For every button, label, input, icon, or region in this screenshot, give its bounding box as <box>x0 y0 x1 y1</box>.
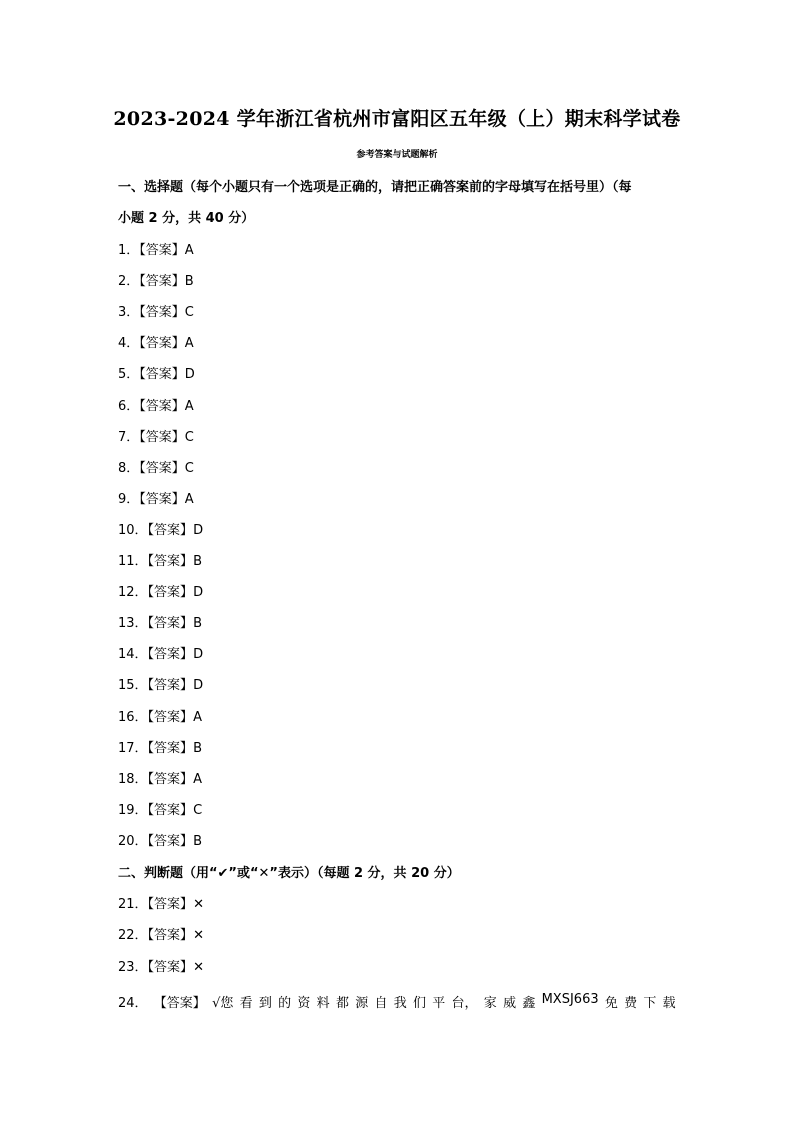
answer-number: 23． <box>118 959 148 975</box>
answer-number: 9． <box>118 491 140 507</box>
answer-label: 【答案】 <box>139 491 185 507</box>
answer-text-fragment: √您 <box>212 996 234 1011</box>
answer-value: C <box>193 802 203 818</box>
answer-text-fragment: 料 <box>316 996 330 1011</box>
answer-label: 【答案】 <box>147 709 194 725</box>
answer-value: B <box>193 554 202 569</box>
answer-text-fragment: 到 <box>258 996 272 1011</box>
section-1-heading-cont: 小题 2 分，共 40 分） <box>118 211 255 226</box>
answer-line-24 <box>118 992 676 1011</box>
answer-label: 【答案】 <box>147 522 194 538</box>
answer-value: A <box>193 771 202 787</box>
answer-number: 10． <box>118 522 148 538</box>
answer-label: 【答案】 <box>147 833 194 849</box>
answer-number: 7． <box>118 429 140 445</box>
answer-line <box>118 768 202 787</box>
answer-line <box>118 301 194 320</box>
section-1-heading: 一、选择题（每个小题只有一个选项是正确的，请把正确答案前的字母填写在括号里）（每 <box>118 180 632 195</box>
answer-value: C <box>184 460 194 476</box>
answer-label: 【答案】 <box>139 460 185 476</box>
answer-label: 【答案】 <box>147 928 194 944</box>
answer-number: 15． <box>118 678 148 694</box>
answer-text-fragment: 台， <box>451 996 478 1011</box>
answer-label: 【答案】 <box>147 585 194 601</box>
page-subtitle: 参考答案与试题解析 <box>356 150 438 160</box>
answer-number: 16． <box>118 709 148 725</box>
answer-text-fragment: 我 <box>393 996 407 1011</box>
answer-value: D <box>193 585 204 601</box>
answer-label: 【答案】 <box>147 802 194 818</box>
answer-label: 【答案】 <box>147 897 194 912</box>
answer-label: 【答案】 <box>139 429 185 445</box>
answer-value: C <box>184 305 194 321</box>
answer-line <box>118 799 202 818</box>
answer-text-fragment: 的 <box>278 996 292 1011</box>
answer-value: A <box>184 398 194 414</box>
answer-line <box>118 674 203 693</box>
answer-line <box>118 270 194 289</box>
answer-text-fragment: 看 <box>239 996 253 1011</box>
answer-line <box>118 737 202 756</box>
answer-text-fragment: 资 <box>297 996 311 1011</box>
answer-number: 21． <box>118 897 148 912</box>
answer-line <box>118 830 202 849</box>
answer-line <box>118 239 194 258</box>
answer-value: B <box>193 616 202 632</box>
answer-value: A <box>184 336 194 352</box>
answer-number: 17． <box>118 740 148 756</box>
answer-value: A <box>184 491 194 507</box>
answer-value: B <box>184 274 194 290</box>
answer-number: 1． <box>118 243 140 258</box>
answer-label: 【答案】 <box>147 554 194 569</box>
answer-line <box>118 643 203 662</box>
answer-number: 6． <box>118 398 140 414</box>
answer-text-fragment: 下 <box>643 996 657 1011</box>
answer-number: 3． <box>118 305 140 321</box>
answer-text-fragment: 自 <box>374 996 388 1011</box>
answer-line <box>118 363 195 382</box>
answer-line <box>118 457 194 476</box>
answer-text-fragment: 平 <box>432 996 446 1011</box>
answer-text-fragment: 都 <box>335 996 349 1011</box>
answer-value: D <box>193 647 204 663</box>
answer-number: 8． <box>118 460 140 476</box>
answer-label: 【答案】 <box>147 678 194 694</box>
answer-number: 13． <box>118 616 148 632</box>
answer-text-fragment: 鑫 <box>522 996 536 1011</box>
answer-label: 【答案】 <box>139 398 185 414</box>
answer-text-fragment: 源 <box>355 996 369 1011</box>
answer-number: 24． <box>118 996 148 1011</box>
answer-number: 14． <box>118 647 148 663</box>
answer-number: 5． <box>118 367 140 383</box>
answer-number: 2． <box>118 274 140 290</box>
answer-label: 【答案】 <box>153 996 206 1011</box>
answer-value: C <box>184 429 194 445</box>
answer-text-fragment: 们 <box>413 996 427 1011</box>
answer-text-fragment: 费 <box>624 996 638 1011</box>
answer-number: 12． <box>118 585 148 601</box>
answer-text-fragment: 载 <box>662 996 676 1011</box>
answer-text-fragment: 家 <box>483 996 497 1011</box>
answer-label: 【答案】 <box>139 305 185 321</box>
answer-value: B <box>193 833 202 849</box>
answer-line <box>118 581 203 600</box>
answer-value: D <box>193 678 204 694</box>
answer-line <box>118 332 194 351</box>
answer-line <box>118 956 204 975</box>
answer-value: ✕ <box>193 959 204 975</box>
answer-line <box>118 706 202 725</box>
answer-number: 18． <box>118 771 148 787</box>
answer-label: 【答案】 <box>147 959 194 975</box>
answer-text-fragment: 免 <box>604 996 618 1011</box>
answer-label: 【答案】 <box>147 647 194 663</box>
answer-label: 【答案】 <box>147 771 194 787</box>
answer-value: ✕ <box>193 897 204 912</box>
answer-text-fragment: MXSJ663 <box>541 992 599 1007</box>
section-2-heading: 二、判断题（用“✔”或“✕”表示）（每题 2 分，共 20 分） <box>118 866 460 881</box>
answer-line <box>118 395 194 414</box>
answer-line <box>118 612 202 631</box>
answer-line <box>118 550 202 569</box>
answer-label: 【答案】 <box>139 243 185 258</box>
answer-value: A <box>184 243 194 258</box>
answer-label: 【答案】 <box>139 336 185 352</box>
answer-value: B <box>193 740 202 756</box>
answer-text-fragment: 威 <box>503 996 517 1011</box>
answer-label: 【答案】 <box>147 740 194 756</box>
answer-number: 4． <box>118 336 140 352</box>
answer-line <box>118 488 194 507</box>
answer-line <box>118 924 204 943</box>
answer-number: 19． <box>118 802 148 818</box>
answer-value: ✕ <box>193 928 204 944</box>
answer-value: D <box>184 367 195 383</box>
answer-number: 11． <box>118 554 148 569</box>
answer-label: 【答案】 <box>147 616 194 632</box>
answer-number: 22． <box>118 928 148 944</box>
answer-label: 【答案】 <box>139 367 185 383</box>
answer-line <box>118 893 204 912</box>
answer-number: 20． <box>118 833 148 849</box>
page-title: 2023-2024 学年浙江省杭州市富阳区五年级（上）期末科学试卷 <box>113 108 681 130</box>
answer-value: D <box>193 522 204 538</box>
answer-label: 【答案】 <box>139 274 185 290</box>
answer-value: A <box>193 709 202 725</box>
answer-line <box>118 426 194 445</box>
answer-line <box>118 519 203 538</box>
